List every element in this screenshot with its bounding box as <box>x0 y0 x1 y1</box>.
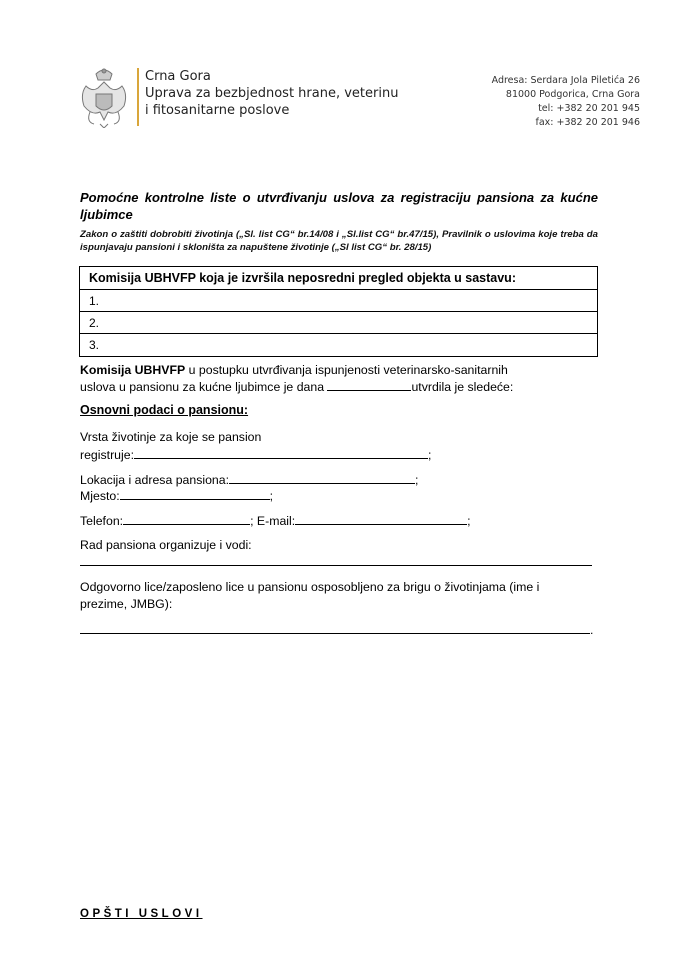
header-accent-bar <box>137 68 139 126</box>
phone-input[interactable] <box>123 512 250 525</box>
intro-text: utvrdila je sledeće: <box>411 380 514 394</box>
responsible-input[interactable] <box>80 621 590 634</box>
responsible-field <box>80 621 593 638</box>
commission-member-row[interactable]: 1. <box>80 290 597 312</box>
location-input[interactable] <box>229 471 415 484</box>
intro-paragraph <box>80 362 598 395</box>
location-field <box>80 471 418 488</box>
commission-table-header: Komisija UBHVFP koja je izvršila neposredni pregled objekta u sastavu: <box>80 267 597 290</box>
responsible-label: Odgovorno lice/zaposleno lice u pansionu osposobljeno za brigu o životinjama (ime i <box>80 580 540 594</box>
intro-line-1 <box>80 362 598 378</box>
document-title: Pomoćne kontrolne liste o utvrđivanju uslova za registraciju pansiona za kućne ljubimce <box>80 190 598 222</box>
semicolon: ; <box>415 473 419 487</box>
semicolon: ; <box>428 448 432 462</box>
responsible-label-2: prezime, JMBG): <box>80 597 173 611</box>
semicolon: ; <box>467 514 471 528</box>
species-field <box>80 446 431 463</box>
contact-address <box>492 74 640 130</box>
organizer-input[interactable] <box>80 565 592 566</box>
address-line: Adresa: Serdara Jola Piletića 26 <box>491 75 640 86</box>
section-heading: Osnovni podaci o pansionu: <box>80 403 249 417</box>
organizer-label: Rad pansiona organizuje i vodi: <box>80 538 252 552</box>
species-input[interactable] <box>134 446 428 459</box>
fax-line: fax: +382 20 201 946 <box>535 117 640 128</box>
commission-member-row[interactable]: 2. <box>80 312 597 334</box>
general-conditions-heading: OPŠTI USLOVI <box>80 908 203 920</box>
semicolon: ; <box>269 489 274 503</box>
org-line: Uprava za bezbjednost hrane, veterinu <box>145 86 399 101</box>
commission-table <box>79 266 598 357</box>
species-label: Vrsta životinje za koje se pansion <box>80 430 262 444</box>
place-label: Mjesto: <box>80 489 120 503</box>
coat-of-arms-logo <box>78 66 130 128</box>
contact-field <box>80 512 471 529</box>
place-field <box>80 487 273 504</box>
phone-label: Telefon: <box>80 514 124 528</box>
email-input[interactable] <box>295 512 467 525</box>
intro-text: uslova u pansionu za kućne ljubimce je dana <box>80 380 328 394</box>
phone-line: tel: +382 20 201 945 <box>538 103 640 114</box>
address-line: 81000 Podgorica, Crna Gora <box>505 89 640 100</box>
email-label: ; E-mail: <box>250 514 296 528</box>
organization-name <box>145 68 398 119</box>
intro-bold: Komisija UBHVFP <box>80 363 186 377</box>
intro-line-2 <box>80 378 598 395</box>
place-input[interactable] <box>120 487 270 500</box>
intro-text: u postupku utvrđivanja ispunjenosti veterinarsko-sanitarnih <box>185 363 508 377</box>
commission-member-row[interactable]: 3. <box>89 338 100 352</box>
period: . <box>590 623 594 637</box>
species-label-2: registruje: <box>80 448 134 462</box>
org-line: Crna Gora <box>145 69 211 84</box>
org-line: i fitosanitarne poslove <box>145 103 290 118</box>
legal-reference: Zakon o zaštiti dobrobiti životinja („Sl. list CG“ br.14/08 i „Sl.list CG“ br.47/15), Pravilnik o uslovima koje treba da ispunjavaju pansioni i skloništa za napuštene životinje („Sl list CG“ br. 28/15) <box>80 229 598 253</box>
location-label: Lokacija i adresa pansiona: <box>80 473 230 487</box>
date-blank[interactable] <box>327 378 411 391</box>
